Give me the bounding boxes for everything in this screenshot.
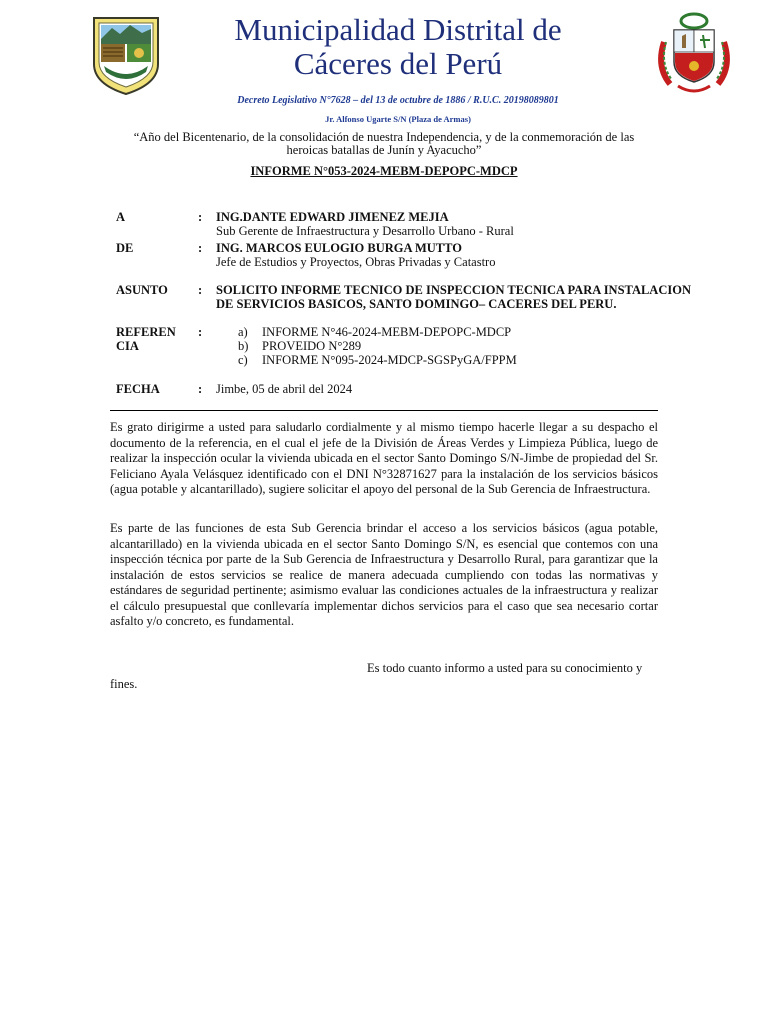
- report-number-heading: INFORME N°053-2024-MEBM-DEPOPC-MDCP: [250, 164, 518, 178]
- from-label: DE: [116, 241, 134, 255]
- reference-label-line1: REFEREN: [116, 325, 176, 339]
- subject-line1: SOLICITO INFORME TECNICO DE INSPECCION TECNICA PARA INSTALACION: [216, 283, 691, 297]
- reference-item: INFORME N°095-2024-MDCP-SGSPyGA/FPPM: [262, 353, 517, 367]
- subject-line2: DE SERVICIOS BASICOS, SANTO DOMINGO– CACERES DEL PERU.: [216, 297, 617, 311]
- municipal-shield-logo: [90, 14, 162, 96]
- to-name: ING.DANTE EDWARD JIMENEZ MEJIA: [216, 210, 449, 224]
- reference-item: PROVEIDO N°289: [262, 339, 362, 353]
- year-motto-line2: heroicas batallas de Junín y Ayacucho”: [286, 143, 482, 157]
- subject-label: ASUNTO: [116, 283, 168, 297]
- year-motto: [110, 131, 658, 157]
- body-paragraph-1: Es grato dirigirme a usted para saludarlo cordialmente y al mismo tiempo hacerle llegar a su despacho el documento de la referencia, en el cual el jefe de la División de Áreas Verdes y Limpieza Pública, luego de realizar la inspección ocular la vivienda ubicada en el sector Santo Domingo S/N-Jimbe de propiedad del Sr. Feliciano Ayala Velásquez identificado con el DNI N°32871627 para la instalación de los servicios básicos (agua potable y alcantarillado), sugiere solicitar el apoyo del personal de la Sub Gerencia de Infraestructura.: [110, 420, 658, 496]
- to-role: Sub Gerente de Infraestructura y Desarrollo Urbano - Rural: [216, 224, 514, 238]
- municipality-title-line1: Municipalidad Distrital de: [234, 12, 562, 47]
- body-paragraph-2: Es parte de las funciones de esta Sub Gerencia brindar el acceso a los servicios básicos (agua potable, alcantarillado) en la vivienda ubicada en el sector Santo Domingo S/N, es esencial que contemos con una inspección técnica por parte de la Sub Gerencia de Infraestructura y Desarrollo Rural, para garantizar que la instalación de estos servicios se realice de manera adecuada cumpliendo con todas las normativas y estándares de seguridad pertinente; asimismo evaluar las condiciones actuales de la infraestructura y realizar el cálculo presupuestal que conllevaría implementar dichos servicios para el caso que sea necesario cortar asfalto y/o concreto, es fundamental.: [110, 521, 658, 628]
- year-motto-line1: “Año del Bicentenario, de la consolidación de nuestra Independencia, y de la conmemoración de las: [133, 130, 635, 144]
- reference-item: INFORME N°46-2024-MEBM-DEPOPC-MDCP: [262, 325, 512, 339]
- date-label: FECHA: [116, 382, 160, 396]
- to-colon: :: [198, 210, 203, 224]
- to-label: A: [116, 210, 126, 224]
- reference-letter: a): [238, 325, 248, 339]
- date-value: Jimbe, 05 de abril del 2024: [216, 382, 353, 396]
- municipality-title-line2: Cáceres del Perú: [293, 46, 503, 81]
- reference-letter: b): [238, 339, 249, 353]
- legal-decree-line: Decreto Legislativo N°7628 – del 13 de octubre de 1886 / R.U.C. 20198089801: [237, 95, 559, 106]
- from-role: Jefe de Estudios y Proyectos, Obras Privadas y Catastro: [216, 255, 496, 269]
- reference-letter: c): [238, 353, 248, 367]
- date-colon: :: [198, 382, 203, 396]
- closing-line1: Es todo cuanto informo a usted para su conocimiento y: [367, 661, 643, 675]
- from-name: ING. MARCOS EULOGIO BURGA MUTTO: [216, 241, 462, 255]
- subject-colon: :: [198, 283, 203, 297]
- from-colon: :: [198, 241, 203, 255]
- header-divider: [110, 410, 658, 411]
- national-coat-of-arms-logo: [656, 12, 732, 98]
- address-line: Jr. Alfonso Ugarte S/N (Plaza de Armas): [325, 114, 471, 124]
- reference-label-line2: CIA: [116, 339, 139, 353]
- reference-colon: :: [198, 325, 203, 339]
- closing-line2: fines.: [110, 677, 138, 691]
